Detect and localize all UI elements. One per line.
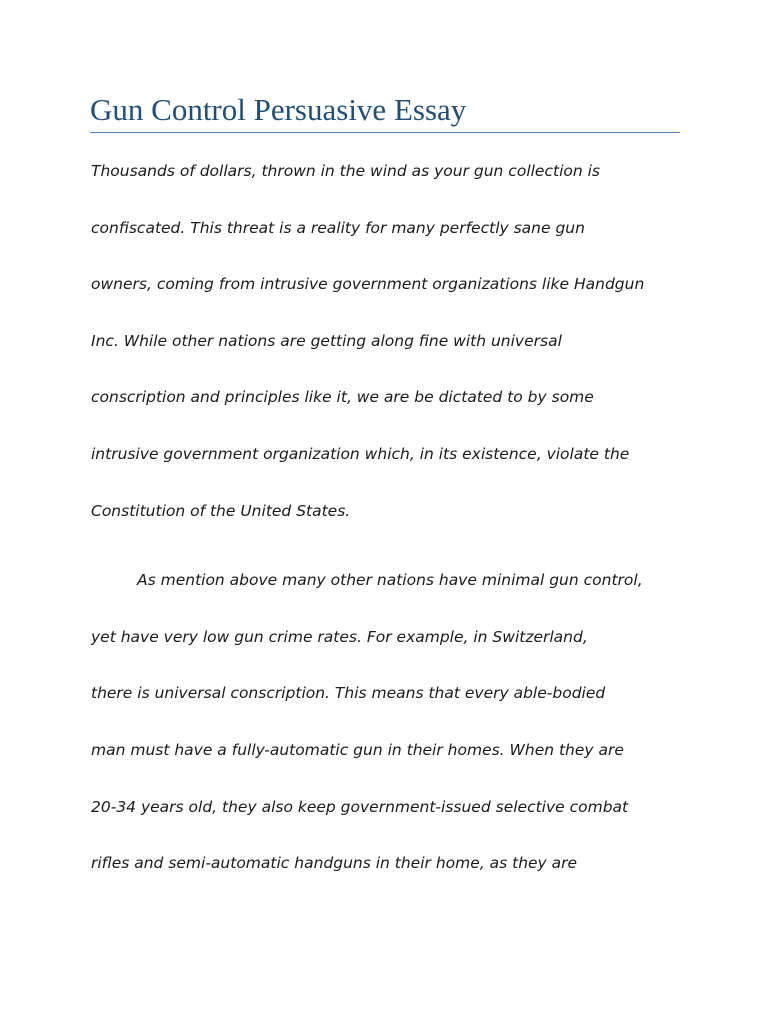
text-line: Constitution of the United States.: [91, 501, 351, 520]
essay-body: [91, 156, 691, 905]
text-line: As mention above many other nations have minimal gun control,: [137, 571, 643, 590]
paragraph: [91, 156, 691, 552]
text-line: there is universal conscription. This means that every able-bodied: [91, 684, 606, 703]
paragraph-spacing: [91, 552, 691, 565]
text-line: intrusive government organization which, in its existence, violate the: [91, 444, 630, 463]
text-line: conscription and principles like it, we are be dictated to by some: [91, 388, 594, 407]
document-title: Gun Control Persuasive Essay: [90, 92, 467, 127]
text-line: 20-34 years old, they also keep government-issued selective combat: [91, 797, 629, 816]
text-line: Thousands of dollars, thrown in the wind as your gun collection is: [91, 162, 600, 180]
text-line: yet have very low gun crime rates. For example, in Switzerland,: [91, 627, 588, 646]
paragraph: [91, 565, 691, 905]
text-line: owners, coming from intrusive government organizations like Handgun: [91, 275, 645, 294]
title-underline-rule: [90, 132, 680, 133]
text-line: rifles and semi-automatic handguns in their home, as they are: [91, 854, 578, 873]
text-line: Inc. While other nations are getting along fine with universal: [91, 331, 562, 350]
text-line: confiscated. This threat is a reality for many perfectly sane gun: [91, 218, 585, 237]
text-line: man must have a fully-automatic gun in their homes. When they are: [91, 740, 624, 759]
